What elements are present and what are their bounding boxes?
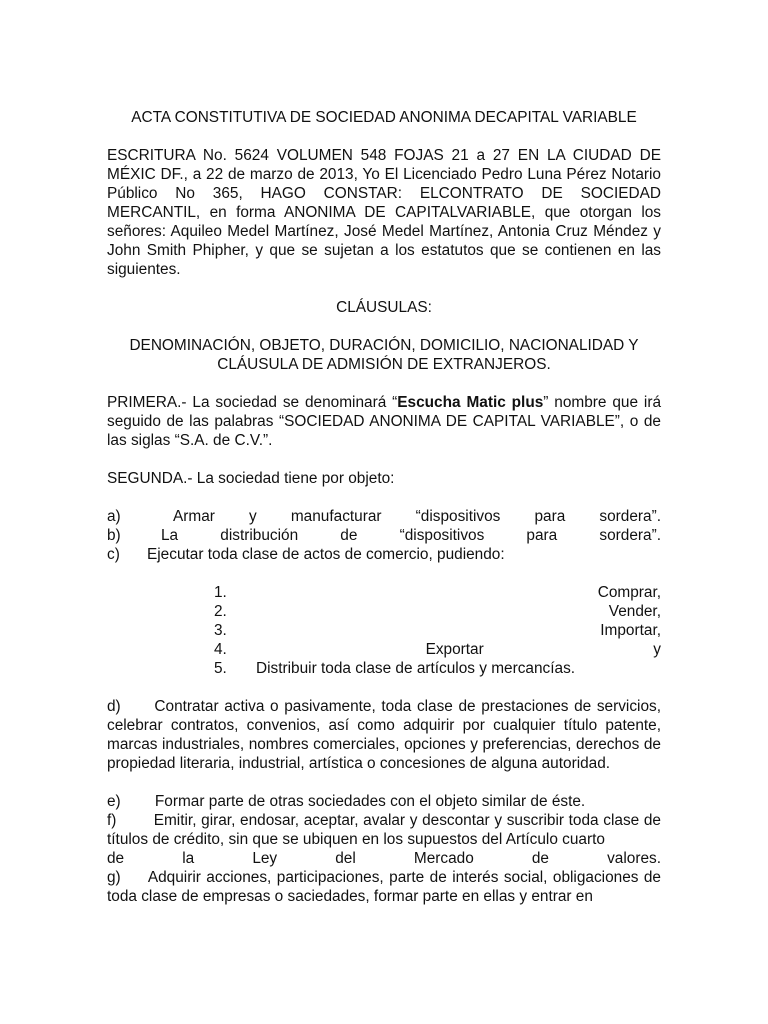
item-text-row	[256, 640, 661, 659]
list-item-f-line1: f) Emitir, girar, endosar, aceptar, avalar y descontar y suscribir toda clase de títulos de crédito, sin que se ubiquen en los supuestos del Artículo cuarto	[107, 812, 661, 848]
list-item-g: g) Adquirir acciones, participaciones, parte de interés social, obligaciones de toda clase de empresas o saciedades, formar parte en ellas y entrar en	[107, 869, 661, 905]
list-item-e: e) Formar parte de otras sociedades con el objeto similar de éste.	[107, 793, 586, 810]
item-text: Comprar,	[597, 584, 661, 601]
numbered-item-5	[107, 659, 661, 678]
primera-text-before: PRIMERA.- La sociedad se denominará “	[107, 394, 398, 411]
document-page	[107, 108, 661, 906]
item-number: 4.	[214, 641, 227, 658]
item-number: 3.	[214, 622, 227, 639]
item-text: Armar y manufacturar “dispositivos para sordera”.	[173, 508, 661, 525]
item-tail: y	[653, 641, 661, 658]
company-name: Escucha Matic plus	[397, 394, 544, 411]
item-text: Distribuir toda clase de artículos y mercancías.	[256, 660, 576, 677]
item-text: Importar,	[600, 622, 661, 639]
numbered-item-3	[107, 621, 661, 640]
item-number: 1.	[214, 584, 227, 601]
list-item-d: d) Contratar activa o pasivamente, toda clase de prestaciones de servicios, celebrar contratos, convenios, así como adquirir por cualquier título patente, marcas industriales, nombres comerciales, opciones y preferencias, derechos de propiedad literaria, industrial, artística o concesiones de alguna autoridad.	[107, 698, 661, 772]
item-number: 2.	[214, 603, 227, 620]
section-heading-line1: DENOMINACIÓN, OBJETO, DURACIÓN, DOMICILIO, NACIONALIDAD Y	[129, 337, 639, 354]
primera-text-after: ” nombre que irá seguido de las palabras “SOCIEDAD ANONIMA DE CAPITAL VARIABLE”, o de las siglas “S.A. de C.V.”.	[107, 394, 661, 449]
intro-paragraph: ESCRITURA No. 5624 VOLUMEN 548 FOJAS 21 a 27 EN LA CIUDAD DE MÉXIC DF., a 22 de marzo de 2013, Yo El Licenciado Pedro Luna Pérez Notario Público No 365, HAGO CONSTAR: ELCONTRATO DE SOCIEDAD MERCANTIL, en forma ANONIMA DE CAPITALVARIABLE, que otorgan los señores: Aquileo Medel Martínez, José Medel Martínez, Antonia Cruz Méndez y John Smith Phipher, y que se sujetan a los estatutos que se contienen en las siguientes.	[107, 147, 661, 278]
clausulas-heading: CLÁUSULAS:	[336, 299, 432, 316]
list-item-b	[107, 526, 661, 545]
item-text: Ejecutar toda clase de actos de comercio, pudiendo:	[147, 546, 505, 563]
numbered-item-4	[107, 640, 661, 659]
numbered-item-1	[107, 583, 661, 602]
document-title: ACTA CONSTITUTIVA DE SOCIEDAD ANONIMA DECAPITAL VARIABLE	[131, 109, 637, 126]
list-item-f-line2: de la Ley del Mercado de valores.	[107, 850, 661, 867]
numbered-item-2	[107, 602, 661, 621]
item-number: 5.	[214, 660, 227, 677]
section-heading-line2: CLÁUSULA DE ADMISIÓN DE EXTRANJEROS.	[217, 356, 551, 373]
item-marker: b)	[107, 527, 121, 544]
item-text: Vender,	[608, 603, 661, 620]
list-item-c	[107, 545, 661, 564]
primera-paragraph	[107, 393, 661, 450]
segunda-paragraph: SEGUNDA.- La sociedad tiene por objeto:	[107, 470, 395, 487]
item-marker: c)	[107, 546, 120, 563]
item-marker: a)	[107, 508, 121, 525]
item-text: Exportar	[425, 641, 484, 658]
item-text: La distribución de “dispositivos para sordera”.	[161, 527, 661, 544]
list-item-a	[107, 507, 661, 526]
